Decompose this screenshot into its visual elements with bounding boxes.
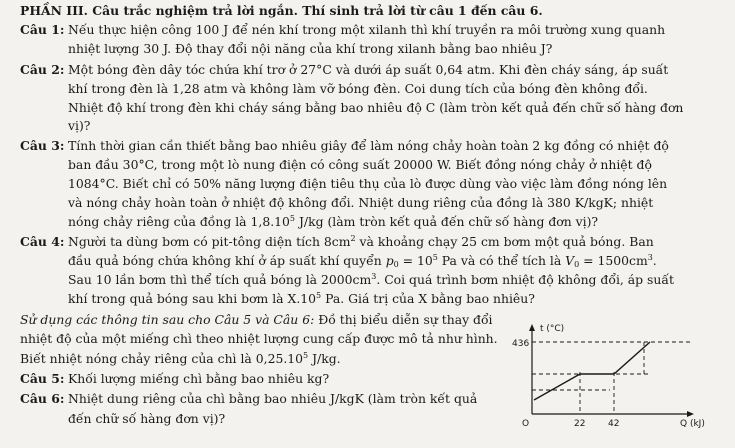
question-4-line-4: khí trong quả bóng sau khi bơm là $X.10^5$ Pa. Giá trị của X bằng bao nhiêu?	[68, 291, 535, 306]
question-5-line: Câu 5: Khối lượng miếng chì bằng bao nhiêu kg?	[20, 371, 330, 386]
question-6-label: Câu 6:	[20, 391, 65, 406]
section-heading: PHẦN III. Câu trắc nghiệm trả lời ngắn. Thí sinh trả lời từ câu 1 đến câu 6.	[20, 3, 543, 18]
question-5-label: Câu 5:	[20, 371, 65, 386]
question-2-line-1: Câu 2: Một bóng đèn dây tóc chứa khí trơ ở 27°C và dưới áp suất 0,64 atm. Khi đèn cháy sáng, áp suất	[20, 62, 669, 77]
question-6-line-1: Câu 6: Nhiệt dung riêng của chì bằng bao nhiêu J/kgK (làm tròn kết quả	[20, 391, 478, 406]
question-2-line-2: khí trong đèn là 1,28 atm và không làm vỡ bóng đèn. Coi dung tích của bóng đèn không đổi.	[68, 81, 648, 96]
shared-info-line-3: Biết nhiệt nóng chảy riêng của chì là 0,25.10$^5$ J/kg.	[20, 351, 341, 366]
x-tick-42: 42	[608, 419, 620, 429]
question-3-line-3: 1084°C. Biết chỉ có 50% năng lượng điện tiêu thụ của lò được dùng vào việc làm đồng nóng lên	[68, 176, 668, 191]
question-1-line-2: nhiệt lượng 30 J. Độ thay đổi nội năng của khí trong xilanh bằng bao nhiêu J?	[68, 41, 553, 56]
x-tick-22: 22	[574, 419, 586, 429]
question-1-label: Câu 1:	[20, 22, 65, 37]
origin-label: O	[522, 419, 530, 429]
question-3-label: Câu 3:	[20, 138, 65, 153]
y-tick-436: 436	[512, 339, 530, 349]
question-3-line-4: và nóng chảy hoàn toàn ở nhiệt độ không đổi. Nhiệt dung riêng của đồng là 380 K/kgK; nhiệt	[68, 195, 654, 210]
shared-info-line-2: nhiệt độ của một miếng chì theo nhiệt lượng cung cấp được mô tả như hình.	[20, 331, 498, 346]
question-2-line-4: vị)?	[68, 118, 91, 133]
x-axis-label: Q (kJ)	[680, 419, 705, 429]
question-6-line-2: đến chữ số hàng đơn vị)?	[68, 411, 226, 426]
question-4-line-1: Câu 4: Người ta dùng bơm có pit-tông diện tích $8cm^2$ và khoảng chạy 25 cm bơm một quả bóng. Ban	[20, 234, 654, 249]
question-4-line-3: Sau 10 lần bơm thì thể tích quả bóng là $2000cm^3$. Coi quá trình bơm nhiệt độ không đổi, áp suất	[68, 272, 674, 287]
question-2-line-3: Nhiệt độ khí trong đèn khi cháy sáng bằng bao nhiêu độ C (làm tròn kết quả đến chữ số hàng đơn	[68, 100, 684, 115]
temperature-heat-graph	[510, 322, 725, 430]
question-3-line-5: nóng chảy riêng của đồng là 1,8.10$^5$ J/kg (làm tròn kết quả đến chữ số hàng đơn vị)?	[68, 214, 599, 229]
question-4-line-2: đầu quả bóng chứa không khí ở áp suất khí quyển $p_0 = 10^5$ Pa và có thể tích là $V_0 = 1500cm^3$.	[68, 253, 657, 269]
shared-info-line-1: Sử dụng các thông tin sau cho Câu 5 và Câu 6: Đồ thị biểu diễn sự thay đổi	[20, 312, 493, 327]
question-4-label: Câu 4:	[20, 234, 65, 249]
y-axis-arrow	[529, 324, 535, 331]
heating-curve	[534, 342, 650, 400]
question-3-line-1: Câu 3: Tính thời gian cần thiết bằng bao nhiêu giây để làm nóng chảy hoàn toàn 2 kg đồng có nhiệt độ	[20, 138, 669, 153]
question-1-line-1: Câu 1: Nếu thực hiện công 100 J để nén khí trong một xilanh thì khí truyền ra môi trường xung quanh	[20, 22, 666, 37]
question-3-line-2: ban đầu 30°C, trong một lò nung điện có công suất 20000 W. Biết đồng nóng chảy ở nhiệt độ	[68, 157, 652, 172]
y-axis-label: t (°C)	[540, 324, 565, 334]
x-axis-arrow	[687, 411, 694, 417]
question-2-label: Câu 2:	[20, 62, 65, 77]
